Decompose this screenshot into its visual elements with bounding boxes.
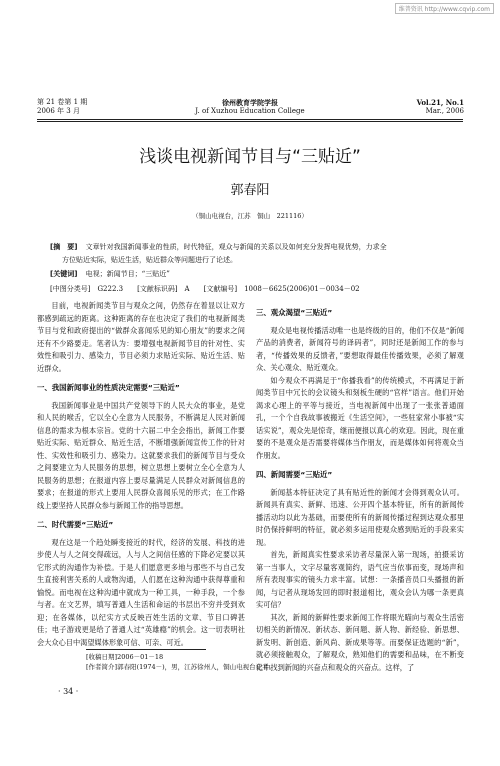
header-rule: [37, 119, 463, 120]
intro-paragraph: 目前，电视新闻类节目与观众之间，仍然存在着显以让双方都感到疏远的距离。这种距离的存在也决定了我们的电视新闻类节目与党和政府提出的“做群众喜闻乐见的知心朋友”的要求之间还有不少路要走。笔者认为：要增强电视新闻节目的针对性、实效性和吸引力、感染力，节目必须力求贴近实际、贴近生活、贴近群众。: [37, 301, 245, 373]
header-rule-thin: [37, 121, 463, 122]
article-title: 浅谈电视新闻节目与“三贴近”: [139, 147, 361, 167]
left-column: [37, 300, 245, 649]
footnote-rule: [86, 649, 206, 650]
section-4-text-2: 首先，新闻真实性要求采访者尽量深入第一现场，拍摄采访第一当事人，文字尽量客观简约，语气应当依事而变，现场声和所有表现事实的镜头力求丰富。试想：一条播音员口头播报的新闻，与记者从现场发回的即时报道相比，观众会认为哪一条更真实可信？: [256, 550, 464, 609]
right-column: [256, 300, 464, 674]
section-1-heading: 一、我国新闻事业的性质决定需要“三贴近”: [37, 383, 180, 392]
section-3-heading: 三、观众渴望“三贴近”: [256, 308, 333, 317]
footnote-received: [收稿日期]2006－01－18: [86, 653, 164, 661]
article-author: 郭春阳: [230, 183, 270, 198]
journal-volume-en: [417, 98, 464, 116]
abstract-text-2: 方位贴近实际，贴近生活，贴近群众等问题进行了论述。: [62, 256, 237, 264]
volume-issue-en: Vol.21, No.1: [416, 98, 464, 107]
abstract: [50, 242, 455, 253]
issue-date-en: Mar., 2006: [425, 107, 464, 115]
classification-line: [中图分类号] G222.3 [文献标识码] A [文献编号] 1008－6625(2006)01－0034－02: [50, 285, 360, 293]
journal-name-cn: 徐州教育学院学报: [222, 98, 278, 107]
page-number: · 34 ·: [58, 687, 79, 696]
section-4-text-1: 新闻基本特征决定了具有贴近性的新闻才会得到观众认可。新闻具有真实、新鲜、迅速、公开四个基本特征，所有的新闻传播活动均以此为基础，而要使所有的新闻传播过程到达观众那里时仍保持鲜明的特征，就必须多运用使观众感到贴近的手段来实现。: [256, 487, 464, 547]
section-4-text-3: 其次，新闻的新鲜性要求新闻工作将眼光瞄向与观众生活密切相关的新情况、新状态、新问题、新人物、新经验、新思想、新发明、新创造、新风尚、新成果等等。而要保证选题的“新”，就必须接触观众，了解观众，熟知他们的需要和品味，在不断变化中找到新闻的兴奋点和观众的兴奋点。这样，了: [256, 612, 464, 672]
footnote-author: [作者简介]郭春阳(1974－)，男，江苏徐州人，铜山电视台记者。: [86, 663, 276, 671]
journal-name-en: J. of Xuzhou Education College: [195, 107, 305, 115]
issue-date: 2006 年 3 月: [37, 107, 80, 115]
section-2-text: 观在这是一个趋处瞬变接近的时代，经济的发展、科技的进步使人与人之间交得疏远，人与人之间信任感的下降必定要以其它形式的沟通作为补偿。于是人们愿意更多地与那些不与自己发生直接利害关系的人或物沟通，人们愿在这种沟通中获得尊重和愉悦。而电视在这种沟通中就成为一种工具，一种手段，一个参与者。在文艺界，填写普通人生活和命运的书层出不穷并受到欢迎；在各媒体，以纪实方式反映百姓生活的文章、节目口碑甚佳；电子游戏更是给了普通人过“英雄瘾”的机会。这一切表明社会大众心目中渴望媒体形象可信、可亲、可近。: [37, 537, 245, 647]
author-affiliation: （铜山电视台，江苏 铜山 221116）: [192, 212, 308, 220]
section-3-text-1: 观众是电视传播活动唯一也是终级的目的，他们不仅是“新闻产品的消费者，新闻符号的译码者”，同时还是新闻工作的参与者，“传播效果的反馈者，”要想取得最佳传播效果，必须了解观众、关心观众、贴近观众。: [256, 325, 464, 372]
abstract-label: [摘 要]: [50, 243, 78, 251]
abstract-text: 文章针对我国新闻事业的性质，时代特征，观众与新闻的关系以及如何充分发挥电视优势，力求全: [85, 243, 387, 251]
keywords: [50, 269, 455, 280]
section-4-heading: 四、新闻需要“三贴近”: [256, 470, 333, 479]
section-2-heading: 二、时代需要“三贴近”: [37, 520, 114, 529]
keywords-label: [关键词]: [50, 270, 78, 278]
volume-issue: 第 21 卷第 1 期: [37, 98, 88, 106]
section-1-text: 我国新闻事业是中国共产党领导下的人民大众的事业，是党和人民的喉舌，它以全心全意为人民服务，不断满足人民对新闻信息的需求为根本宗旨。党的十六届二中全会指出，新闻工作要贴近实际、贴近群众、贴近生活，不断增强新闻宣传工作的针对性、实效性和吸引力、感染力。这就要求我们的新闻节目与受众之间要建立为人民服务的思想，树立思想上要树立全心全意为人民服务的思想；在报道内容上要尽量满足人民群众对新闻信息的要求；在报道的形式上要用人民群众喜闻乐见的形式；在工作路线上要坚持人民群众参与新闻工作的指导思想。: [37, 400, 245, 510]
keywords-text: 电视；新闻节目；“三贴近”: [85, 270, 170, 278]
watermark: 维普资讯 http://www.cqvip.com: [395, 3, 494, 14]
section-3-text-2: 如今观众不再满足于“你播我看”的传统模式，不再满足于新闻类节目中冗长的会议镜头和刻板生硬的“官样”语言。他们开始渴求心理上的平等与接近，当电视新闻中出现了一张张普通面孔，一个个自我故事被搬近《生活空间》，一些驻家常小事被“实话实说”，观众先是惊奇，继而便报以真心的欢迎。因此，现在重要的不是观众是否需要将媒体当作朋友，而是媒体如何将观众当作朋友。: [256, 375, 464, 460]
